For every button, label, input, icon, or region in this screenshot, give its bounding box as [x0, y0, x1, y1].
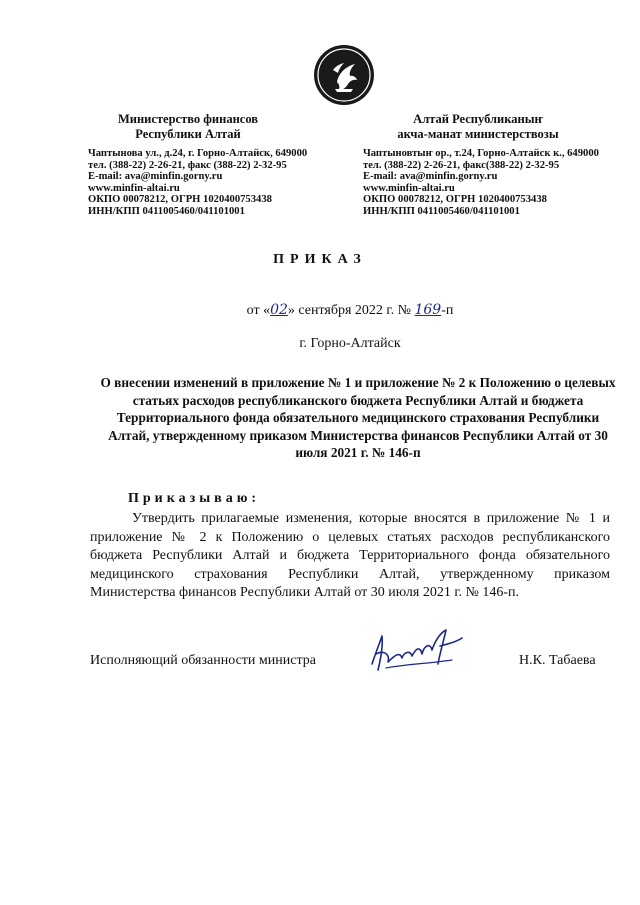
address: Чаптынова ул., д.24, г. Горно-Алтайск, 649000 [88, 148, 308, 159]
org-name-line1: Алтай Республиканыҥ [413, 112, 543, 126]
date-prefix: от « [246, 303, 271, 318]
inn: ИНН/КПП 0411005460/041101001 [88, 205, 245, 217]
document-title: ПРИКАЗ [273, 252, 367, 267]
date-line [0, 302, 640, 319]
org-name-line1: Министерство финансов [117, 112, 259, 126]
okpo: ОКПО 00078212, ОГРН 1020400753438 [363, 194, 547, 206]
handwritten-signature-icon [366, 624, 466, 676]
website-link[interactable]: www.minfin-altai.ru [363, 182, 455, 194]
order-number: 169 [414, 302, 442, 318]
address: Чаптыновтыҥ ор., т.24, Горно-Алтайск к., 649000 [363, 148, 599, 159]
header-right [363, 112, 613, 218]
org-name-ru [88, 112, 288, 142]
signatory-position: Исполняющий обязанности министра [90, 653, 316, 668]
okpo: ОКПО 00078212, ОГРН 1020400753438 [88, 194, 272, 206]
order-number-suffix: -п [441, 303, 454, 318]
date-suffix: » сентября 2022 г. № [287, 303, 411, 318]
website-link[interactable]: www.minfin-altai.ru [88, 182, 180, 194]
contacts-alt [363, 148, 613, 218]
contacts-ru [88, 148, 338, 218]
inn: ИНН/КПП 0411005460/041101001 [363, 205, 520, 217]
document-subject: О внесении изменений в приложение № 1 и приложение № 2 к Положению о целевых статьях расходов республиканского бюджета Республики Алтай и бюджета Территориального фонда обязательного медицинского страхования Республики Алтай, утвержденному приказом Министерства финансов Республики Алтай от 30 июля 2021 г. № 146-п [100, 375, 616, 461]
email-link[interactable]: E-mail: ava@minfin.gorny.ru [88, 171, 223, 183]
date-day: 02 [270, 302, 288, 318]
phone: тел. (388-22) 2-26-21, факс(388-22) 2-32-95 [363, 159, 560, 171]
signatory-name: Н.К. Табаева [519, 653, 596, 668]
order-word: Приказываю: [128, 491, 261, 506]
header-left [88, 112, 338, 218]
org-name-alt [363, 112, 593, 142]
phone: тел. (388-22) 2-26-21, факс (388-22) 2-32-95 [88, 159, 287, 171]
org-name-line2: акча-манат министерствозы [397, 127, 559, 141]
document-body: Утвердить прилагаемые изменения, которые вносятся в приложение № 1 и приложение № 2 к Положению о целевых статьях расходов республиканского бюджета Республики Алтай и бюджета Территориального фонда обязательного медицинского страхования Республики Алтай, утвержденному приказом Министерства финансов Республики Алтай от 30 июля 2021 г. № 146-п. [90, 511, 610, 600]
altai-republic-emblem-icon [313, 44, 375, 106]
org-name-line2: Республики Алтай [135, 127, 241, 141]
city: г. Горно-Алтайск [299, 336, 401, 351]
email-link[interactable]: E-mail: ava@minfin.gorny.ru [363, 171, 498, 183]
